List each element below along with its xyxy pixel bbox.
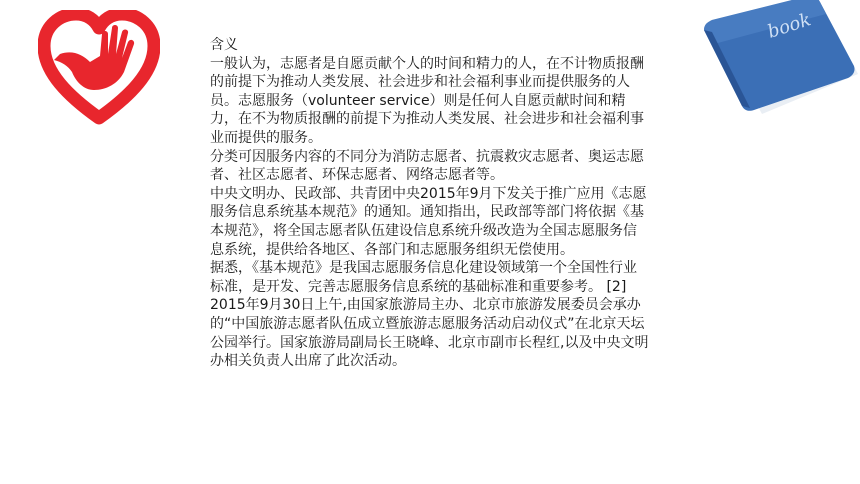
slide-text-body	[210, 36, 650, 371]
book-cover-text: book	[765, 9, 814, 43]
paragraph-event: 2015年9月30日上午,由国家旅游局主办、北京市旅游发展委员会承办的“中国旅游志愿者队伍成立暨旅游志愿服务活动启动仪式”在北京天坛公园举行。国家旅游局副局长王晓峰、北京市副市长程红,以及中央文明办相关负责人出席了此次活动。	[210, 297, 649, 370]
slide-heading: 含义	[210, 37, 238, 53]
paragraph-standard: 据悉，《基本规范》是我国志愿服务信息化建设领域第一个全国性行业标准，是开发、完善志愿服务信息系统的基础标准和重要参考。 [2]	[210, 260, 637, 295]
paragraph-classification: 分类可因服务内容的不同分为消防志愿者、抗震救灾志愿者、奥运志愿者、社区志愿者、环保志愿者、网络志愿者等。	[210, 148, 644, 184]
paragraph-notice: 中央文明办、民政部、共青团中央2015年9月下发关于推广应用《志愿服务信息系统基本规范》的通知。通知指出，民政部等部门将依据《基本规范》，将全国志愿者队伍建设信息系统升级改造为全国志愿服务信息系统，提供给各地区、各部门和志愿服务组织无偿使用。	[210, 185, 647, 258]
paragraph-definition: 一般认为，志愿者是自愿贡献个人的时间和精力的人，在不计物质报酬的前提下为推动人类发展、社会进步和社会福利事业而提供服务的人员。志愿服务（volunteer service）则是任何人自愿贡献时间和精力，在不为物质报酬的前提下为推动人类发展、社会进步和社会福利事业而提供的服务。	[210, 55, 644, 146]
book-icon	[700, 0, 860, 118]
volunteer-heart-hand-icon	[38, 10, 160, 126]
